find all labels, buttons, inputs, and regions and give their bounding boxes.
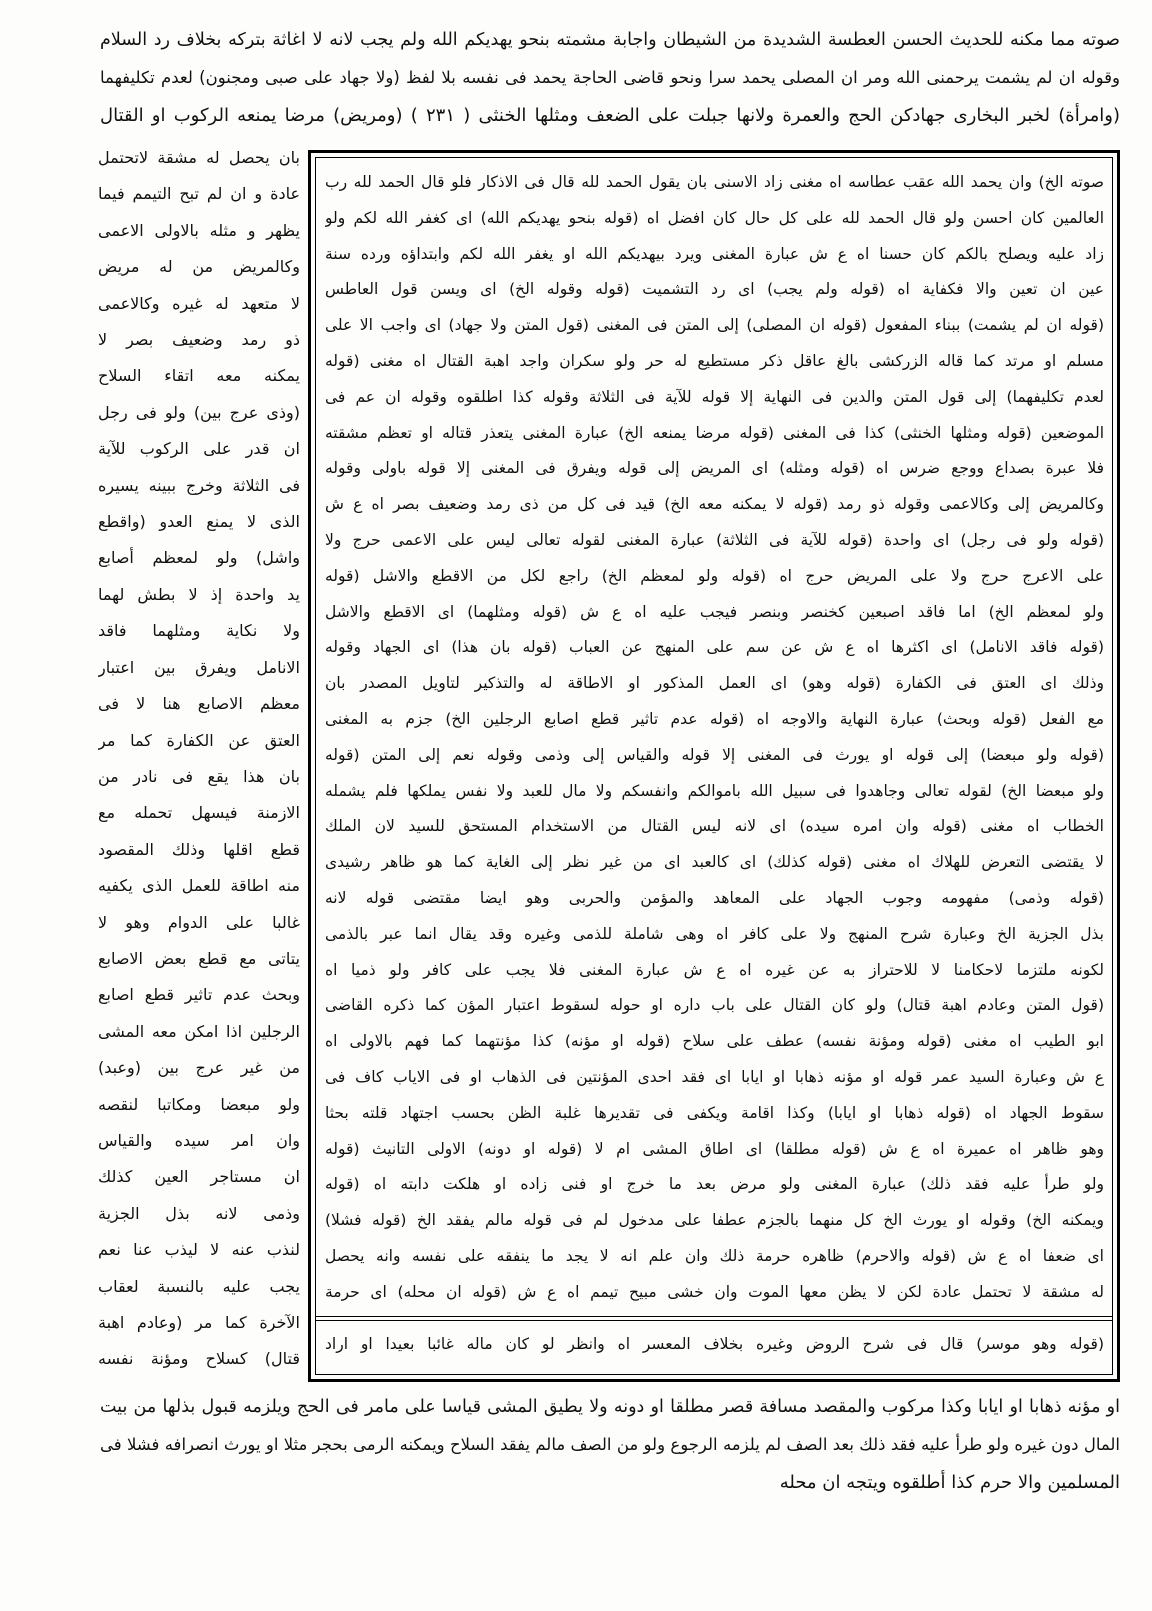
side-column-line: ذو رمد وضعيف بصر لا bbox=[98, 330, 300, 350]
side-column-line: بان هذا يقع فى نادر من bbox=[98, 766, 300, 786]
side-column-line: منه اطاقة للعمل الذى يكفيه bbox=[98, 876, 300, 896]
commentary-line: له مشقة لا تحتمل عادة لكن لا يظن معها الموت وان خشى مبيح تيمم اه ع ش (قوله ان محله) اى حرمة bbox=[325, 1282, 1104, 1301]
main-text-line: او مؤنه ذهابا او ايابا وكذا مركوب والمقصد مسافة قصر مطلقا او دونه ولا يطيق المشى قياسا على مامر فى الحج ويلزمه قبول بذلها من بيت bbox=[100, 1397, 1120, 1417]
commentary-line: (قول المتن وعادم اهبة قتال) ولو كان القتال على باب داره او حوله لسقوط اعتبار المؤن كما ذكره القاضى bbox=[325, 996, 1104, 1015]
commentary-separator-rule bbox=[315, 1316, 1113, 1321]
side-column-line: الآخرة كما مر (وعادم اهبة bbox=[98, 1313, 300, 1332]
side-column-line: وبحث عدم تاثير قطع اصابع bbox=[98, 985, 300, 1005]
side-column-line: يظهر و مثله بالاولى الاعمى bbox=[98, 220, 300, 240]
side-column-line: يتاتى مع قطع بعض الاصابع bbox=[98, 948, 300, 968]
main-text-line: (وامرأة) لخبر البخارى جهادكن الحج والعمرة ولانها جبلت على الضعف ومثلها الخنثى ( ٢٣١ ) (ومريض) مرضا يمنعه الركوب او القتال bbox=[100, 105, 1120, 126]
side-column-line: لا متعهد له غيره وكالاعمى bbox=[98, 293, 300, 313]
side-column-line: (وذى عرج بين) ولو فى رجل bbox=[98, 402, 300, 422]
commentary-line: (قوله فاقد الانامل) اى اكثرها اه ع ش عن سم على المنهج عن العباب (قوله بان هذا) اى الجهاد وقوله bbox=[325, 638, 1104, 657]
side-column-line: يد واحدة إذ لا بطش لهما bbox=[98, 584, 300, 604]
commentary-line: مسلم او مرتد كما قاله الزركشى بالغ عاقل ذكر مستطيع له حر ولو سكران واجد اهبة القتال اه مغنى (قوله bbox=[325, 351, 1104, 370]
side-column-line: قطع اقلها وذلك المقصود bbox=[98, 839, 300, 859]
commentary-line: وذلك اى العتق فى الكفارة (قوله وهو) اى العمل المذكور او الاطاقة له والتذكير لتاويل المصدر بان bbox=[325, 674, 1104, 693]
main-text-line: صوته مما مكنه للحديث الحسن العطسة الشديدة من الشيطان واجابة مشمته بنحو يهديكم الله ولم يجب لانه لا اغاثة بتركه بخلاف رد السلام bbox=[100, 30, 1120, 50]
side-column-line: الرجلين اذا امكن معه المشى bbox=[98, 1021, 300, 1041]
commentary-line: العالمين كان احسن ولو قال الحمد لله على كل حال كان افضل اه (قوله بنحو يهديكم الله) اى كغفر الله لكم ولو bbox=[325, 208, 1104, 227]
side-column-line: وكالمريض من له مريض bbox=[98, 257, 300, 277]
main-text-bottom bbox=[100, 1388, 1120, 1502]
main-text-top bbox=[100, 21, 1120, 135]
commentary-line: على الاعرج حرج ولا على المريض حرج اه (قوله ولو لمعظم الخ) راجع لكل من الاقطع والاشل (قوله bbox=[325, 566, 1104, 585]
side-column-line: وذمى لانه بذل الجزية bbox=[98, 1203, 300, 1223]
side-column-line: ولا نكاية ومثلهما فاقد bbox=[98, 621, 300, 641]
commentary-line: وكالمريض إلى وكالاعمى وقوله ذو رمد (قوله لا يمكنه معه الخ) قيد فى كل من ذى رمد وضعيف بصر اه ع ش bbox=[325, 495, 1104, 514]
side-column-line: الانامل ويفرق بين اعتبار bbox=[98, 657, 300, 677]
side-column-line: ولو مبعضا ومكاتبا لنقصه bbox=[98, 1094, 300, 1114]
commentary-line: ولو طرأ عليه فقد ذلك) عبارة المغنى ولو مرض بعد ما خرج او فنى زاده او هلكت دابته اه (قوله bbox=[325, 1175, 1104, 1194]
commentary-footer bbox=[325, 1325, 1104, 1363]
side-column-line: لنذب عنه لا ليذب عنا نعم bbox=[98, 1240, 300, 1260]
commentary-line: فلا عبرة بصداع ووجع ضرس اه (قوله ومثله) اى المريض إلى قوله ويفرق فى المغنى إلا قوله باولى وقوله bbox=[325, 459, 1104, 478]
side-column-line: معظم الاصابع هنا لا فى bbox=[98, 694, 300, 714]
commentary-line: مع الفعل (قوله وبحث) عبارة النهاية والاوجه اه (قوله عدم تاثير قطع اصابع الرجلين الخ) جزم به المغنى bbox=[325, 709, 1104, 728]
commentary-line: ع ش وعبارة السيد عمر قوله او مؤنه ذهابا او ايابا اى فقد احدى المؤنتين فى الذهاب او فى الاياب كاف فى bbox=[325, 1067, 1104, 1086]
side-column-line: واشل) ولو لمعظم أصابع bbox=[98, 548, 300, 568]
side-column-line: يمكنه معه اتقاء السلاح bbox=[98, 366, 300, 386]
commentary-line: لا يقتضى التعرض للهلاك اه مغنى (قوله كذلك) اى كالعبد اى من غير نظر إلى الغاية كما هو ظاهر رشيدى bbox=[325, 853, 1104, 872]
commentary-line: سقوط الجهاد اه (قوله ذهابا او ايابا) وكذا اقامة ويكفى فى تقديرها غلبة الظن بحسب اجتهاد قلته بحثا bbox=[325, 1103, 1104, 1122]
side-column-line: قتال) كسلاح ومؤنة نفسه bbox=[98, 1349, 300, 1369]
main-text-line: المسلمين والا حرم كذا أطلقوه ويتجه ان محله bbox=[779, 1472, 1120, 1493]
commentary-line: لكونه ملتزما لاحكامنا لا للاحتراز به عن غيره اه ع ش عبارة المغنى فلا يجب على كافر ولو ذميا اه bbox=[325, 960, 1104, 979]
commentary-line: زاد عليه ويصلح بالكم كان حسنا اه ع ش عبارة المغنى ويرد بيهديكم الله او يغفر الله لكم وابتداؤه ورده سنة bbox=[325, 244, 1104, 263]
side-column-line: العتق عن الكفارة كما مر bbox=[98, 730, 300, 750]
commentary-line: لعدم تكليفهما) إلى قول المتن والدين فى النهاية إلا قوله للآية فى الثلاثة وقوله كذا اطلقوه وقوله ان عم فى bbox=[325, 387, 1104, 406]
commentary-line: بذل الجزية الخ وعبارة شرح المنهج ولا على كافر اه وهى شاملة للذمى وغيره وقد يقال انما عبر بالذمى bbox=[325, 924, 1104, 943]
commentary-line: ابو الطيب اه مغنى (قوله ومؤنة نفسه) عطف على سلاح (قوله او مؤنه) كذا مؤنتهما كما فهم بالاولى اه bbox=[325, 1032, 1104, 1051]
commentary-line: الخطاب اه مغنى (قوله وان امره سيده) اى لانه ليس القتال من الاستخدام المستحق للسيد لان الملك bbox=[325, 817, 1104, 836]
commentary-line: وهو ظاهر اه عميرة اه ع ش (قوله مطلقا) اى اطاق المشى ام لا (قوله او دونه) الاولى التانيث (قوله bbox=[325, 1139, 1104, 1158]
side-column-line: بان يحصل له مشقة لاتحتمل bbox=[98, 148, 300, 167]
side-column-line: غالبا على الدوام وهو لا bbox=[98, 912, 300, 932]
main-text-line: المال دون غيره ولو طرأ عليه فقد ذلك بعد الصف لم يلزمه الرجوع ولو من الصف مالم يفقد السلاح ويمكنه الرمى بحجر مثلا او يورث انصرافه فشلا فى bbox=[100, 1435, 1120, 1454]
commentary-line: صوته الخ) وان يحمد الله عقب عطاسه اه مغنى زاد الاسنى بان يقول الحمد لله قال فى الاذكار فلو قال الحمد لله رب bbox=[325, 173, 1104, 191]
side-column-line: الذى لا يمنع العدو (واقطع bbox=[98, 512, 300, 532]
side-column-line: من غير عرج بين (وعبد) bbox=[98, 1058, 300, 1078]
commentary-line: عين ان تعين والا فكفاية اه (قوله ولم يجب) اى رد التشميت (قوله وقوله الخ) اى ويسن قول العاطس bbox=[325, 280, 1104, 299]
commentary-line: (قوله وذمى) مفهومه وجوب الجهاد على المعاهد والمؤمن والحربى وهو ايضا مقتضى قوله لانه bbox=[325, 888, 1104, 907]
commentary-box bbox=[308, 150, 1120, 1382]
side-column-line: الازمنة فيسهل تحمله مع bbox=[98, 803, 300, 823]
commentary-line: (قوله ولو فى رجل) اى واحدة (قوله للآية فى الثلاثة) عبارة المغنى لقوله تعالى ليس على الاعمى حرج ولا bbox=[325, 530, 1104, 549]
commentary-line: ولو مبعضا الخ) لقوله تعالى وجاهدوا فى سبيل الله باموالكم وانفسكم ولا مال للعبد ولا نفس يملكها فلم يشمله bbox=[325, 781, 1104, 800]
side-column-line: فى الثلاثة وخرج ببينه يسيره bbox=[98, 475, 300, 495]
commentary-text bbox=[325, 165, 1104, 1311]
commentary-line: (قوله ان لم يشمت) ببناء المفعول (قوله ان المصلى) إلى المتن فى المغنى (قول المتن ولا جهاد) اى واجب الا على bbox=[325, 316, 1104, 335]
side-column-line: ان قدر على الركوب للآية bbox=[98, 439, 300, 459]
main-text-side-column bbox=[98, 140, 300, 1378]
commentary-line: (قوله ولو مبعضا) إلى قوله او يورث فى المغنى إلا قوله والقياس إلى وذمى وقوله نعم إلى المتن (قوله bbox=[325, 745, 1104, 764]
side-column-line: عادة و ان لم تبح التيمم فيما bbox=[98, 184, 300, 204]
main-text-line: وقوله ان لم يشمت يرحمنى الله ومر ان المصلى يحمد سرا ونحو قاضى الحاجة يحمد فى نفسه بلا لفظ (ولا جهاد على صبى ومجنون) لعدم تكليفهما bbox=[100, 68, 1120, 87]
side-column-line: وان امر سيده والقياس bbox=[98, 1130, 300, 1150]
commentary-footer-line: (قوله وهو موسر) قال فى شرح الروض وغيره بخلاف المعسر اه وانظر لو كان ماله غائبا بعيدا او اراد bbox=[325, 1335, 1104, 1353]
side-column-line: ان مستاجر العين كذلك bbox=[98, 1167, 300, 1187]
commentary-line: ويمكنه الخ) وقوله او يورث الخ كل منهما بالجزم عطفا على مدخول لم فى قوله مالم يفقد الخ (قوله فشلا) bbox=[325, 1211, 1104, 1230]
commentary-line: اى ضعفا اه ع ش (قوله والاحرم) ظاهره حرمة ذلك وان علم انه لا يجد ما ينفقه على نفسه وانه يحصل bbox=[325, 1246, 1104, 1265]
commentary-line: ولو لمعظم الخ) اما فاقد اصبعين كخنصر وبنصر فيجب عليه اه ع ش (قوله ومثلهما) اى الاقطع والاشل bbox=[325, 602, 1104, 621]
side-column-line: يجب عليه بالنسبة لعقاب bbox=[98, 1276, 300, 1296]
commentary-line: الموضعين (قوله ومثلها الخنثى) كذا فى المغنى (قوله مرضا يمنعه الخ) عبارة المغنى يتعذر قتاله او تعظم مشقته bbox=[325, 423, 1104, 442]
